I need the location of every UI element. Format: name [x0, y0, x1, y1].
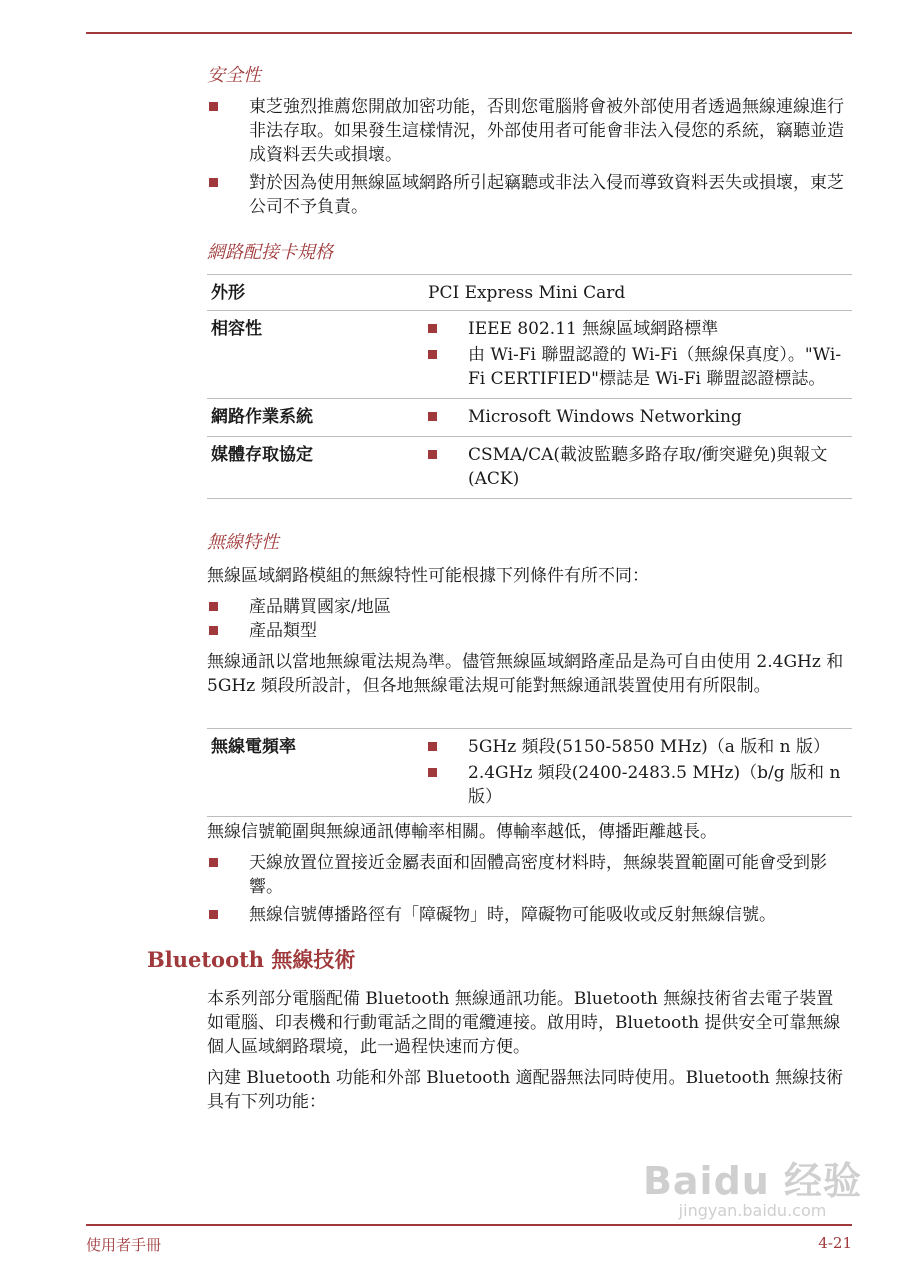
list-item: 由 Wi-Fi 聯盟認證的 Wi-Fi（無線保真度）。"Wi-Fi CERTIFIED"標誌是 Wi-Fi 聯盟認證標誌。: [428, 343, 848, 391]
table-row: [207, 311, 852, 399]
list-item: 東芝強烈推薦您開啟加密功能，否則您電腦將會被外部使用者透過無線連線進行非法存取。如果發生這樣情況，外部使用者可能會非法入侵您的系統，竊聽並造成資料丟失或損壞。: [207, 95, 847, 167]
spec-value: [424, 399, 852, 437]
watermark-url: jingyan.baidu.com: [678, 1201, 827, 1220]
list-item: 無線信號傳播路徑有「障礙物」時，障礙物可能吸收或反射無線信號。: [207, 903, 847, 927]
spec-value: [424, 311, 852, 399]
bluetooth-paragraph-2: 內建 Bluetooth 功能和外部 Bluetooth 適配器無法同時使用。Bluetooth 無線技術具有下列功能：: [207, 1068, 844, 1112]
spec-label: 相容性: [207, 311, 424, 399]
header-rule: [86, 32, 852, 34]
list-item: 對於因為使用無線區域網路所引起竊聽或非法入侵而導致資料丟失或損壞，東芝公司不予負責。: [207, 171, 847, 219]
spec-value: PCI Express Mini Card: [424, 275, 852, 311]
adapter-heading: 網路配接卡規格: [207, 242, 333, 263]
list-item: 天線放置位置接近金屬表面和固體高密度材料時，無線裝置範圍可能會受到影響。: [207, 851, 847, 899]
security-list: [207, 95, 847, 223]
frequency-table: [207, 728, 852, 817]
radio-intro: 無線區域網路模組的無線特性可能根據下列條件有所不同：: [207, 566, 649, 586]
list-item: 產品購買國家/地區: [207, 595, 847, 619]
watermark-logo: Baidu 经验: [642, 1159, 863, 1203]
list-item: IEEE 802.11 無線區域網路標準: [428, 317, 848, 341]
table-row: [207, 399, 852, 437]
adapter-spec-table: [207, 274, 852, 499]
baidu-watermark: [640, 1150, 865, 1220]
spec-label: 外形: [207, 275, 424, 311]
table-row: [207, 275, 852, 311]
list-item: 2.4GHz 頻段(2400-2483.5 MHz)（b/g 版和 n 版）: [428, 761, 848, 809]
spec-label: 無線電頻率: [207, 729, 424, 817]
security-heading: 安全性: [207, 65, 261, 86]
spec-value: [424, 437, 852, 499]
footer-rule: [86, 1224, 852, 1226]
footer-title: 使用者手冊: [86, 1236, 162, 1254]
radio-heading: 無線特性: [207, 532, 279, 553]
page-number: 4-21: [818, 1234, 852, 1252]
bluetooth-paragraph-1: 本系列部分電腦配備 Bluetooth 無線通訊功能。Bluetooth 無線技術省去電子裝置如電腦、印表機和行動電話之間的電纜連接。啟用時，Bluetooth 提供安全可靠無線個人區域網路環境，此一過程快速而方便。: [207, 989, 841, 1057]
list-item: Microsoft Windows Networking: [428, 405, 848, 429]
list-item: 5GHz 頻段(5150-5850 MHz)（a 版和 n 版）: [428, 735, 848, 759]
list-item: 產品類型: [207, 619, 847, 643]
bluetooth-heading: Bluetooth 無線技術: [147, 947, 356, 972]
radio-paragraph: 無線通訊以當地無線電法規為準。儘管無線區域網路產品是為可自由使用 2.4GHz 和 5GHz 頻段所設計，但各地無線電法規可能對無線通訊裝置使用有所限制。: [207, 652, 844, 696]
spec-value: [424, 729, 852, 817]
list-item: CSMA/CA(載波監聽多路存取/衝突避免)與報文(ACK): [428, 443, 848, 491]
conditions-list: [207, 595, 847, 643]
spec-label: 網路作業系統: [207, 399, 424, 437]
table-row: [207, 729, 852, 817]
range-list: [207, 851, 847, 931]
table-row: [207, 437, 852, 499]
range-paragraph: 無線信號範圍與無線通訊傳輸率相關。傳輸率越低，傳播距離越長。: [207, 822, 717, 842]
spec-label: 媒體存取協定: [207, 437, 424, 499]
